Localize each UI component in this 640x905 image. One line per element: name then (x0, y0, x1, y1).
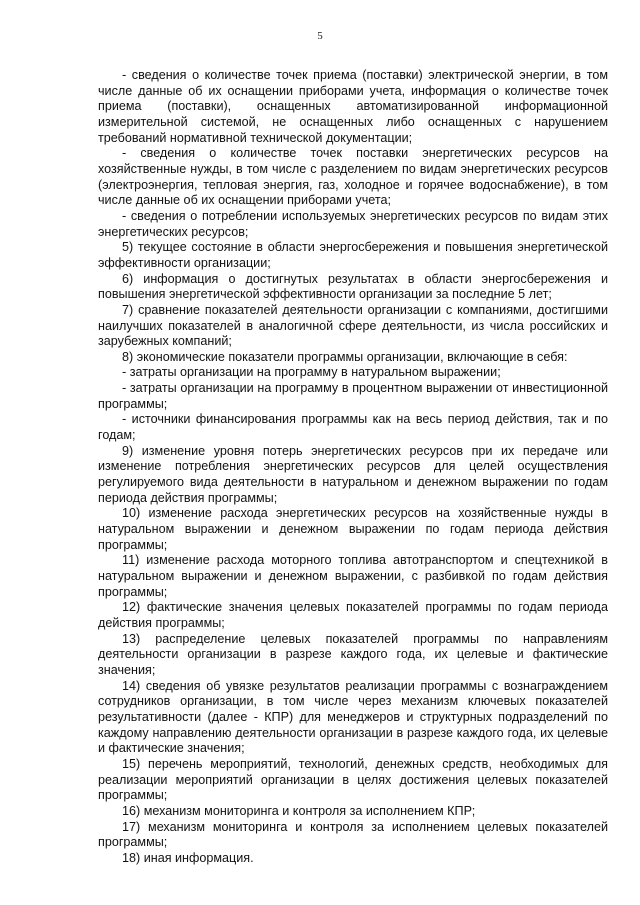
paragraph: - сведения о количестве точек поставки энергетических ресурсов на хозяйственные нужды, в том числе с разделением по видам энергетических ресурсов (электроэнергия, тепловая энергия, газ, холодное и горячее водоснабжение), в том числе данные об их оснащении приборами учета; (98, 146, 608, 208)
paragraph: 12) фактические значения целевых показателей программы по годам периода действия программы; (98, 600, 608, 630)
paragraph: 6) информация о достигнутых результатах в области энергосбережения и повышения энергетической эффективности организации за последние 5 лет; (98, 271, 608, 302)
paragraph: - затраты организации на программу в натуральном выражении; (122, 365, 501, 380)
paragraph: 8) экономические показатели программы организации, включающие в себя: (122, 349, 568, 364)
paragraph: - источники финансирования программы как на весь период действия, так и по годам; (98, 412, 608, 443)
paragraph: - затраты организации на программу в процентном выражении от инвестиционной программы; (98, 381, 608, 411)
paragraph: 16) механизм мониторинга и контроля за исполнением КПР; (122, 803, 476, 818)
page-number: 5 (317, 30, 323, 42)
paragraph: 17) механизм мониторинга и контроля за исполнением целевых показателей программы; (98, 819, 608, 850)
paragraph: 7) сравнение показателей деятельности организации с компаниями, достигшими наилучших показателей в аналогичной сфере деятельности, из числа российских и зарубежных компаний; (98, 302, 608, 349)
paragraph: 10) изменение расхода энергетических ресурсов на хозяйственные нужды в натуральном выражении и денежном выражении по годам периода действия программы; (98, 506, 608, 552)
paragraph: 9) изменение уровня потерь энергетических ресурсов при их передаче или изменение потребления энергетических ресурсов для целей осуществления регулируемого вида деятельности в натуральном и денежном выражении по годам периода действия программы; (98, 443, 608, 505)
paragraph: 14) сведения об увязке результатов реализации программы с вознаграждением сотрудников организации, в том числе через механизм ключевых показателей результативности (далее - КПР) для менеджеров и структурных подразделений по каждому направлению деятельности организации в разрезе каждого года, их целевые и фактические значения; (98, 678, 608, 756)
paragraph: - сведения о потреблении используемых энергетических ресурсов по видам этих энергетических ресурсов; (98, 208, 608, 239)
paragraph: 11) изменение расхода моторного топлива автотранспортом и спецтехникой в натуральном выражении и денежном выражении, с разбивкой по годам действия программы; (98, 553, 608, 599)
paragraph: 13) распределение целевых показателей программы по направлениям деятельности организации в разрезе каждого года, их целевые и фактические значения; (98, 631, 608, 677)
paragraph: 18) иная информация. (122, 850, 254, 865)
paragraph: 5) текущее состояние в области энергосбережения и повышения энергетической эффективности организации; (98, 240, 608, 270)
paragraph: - сведения о количестве точек приема (поставки) электрической энергии, в том числе данные об их оснащении приборами учета, информация о количестве точек приема (поставки), оснащенных автоматизированной информационной измерительной системой, не оснащенных либо оснащенных с нарушением требований нормативной технической документации; (98, 68, 608, 145)
document-body (98, 68, 608, 866)
paragraph: 15) перечень мероприятий, технологий, денежных средств, необходимых для реализации мероприятий организации в целях достижения целевых показателей программы; (98, 756, 608, 803)
